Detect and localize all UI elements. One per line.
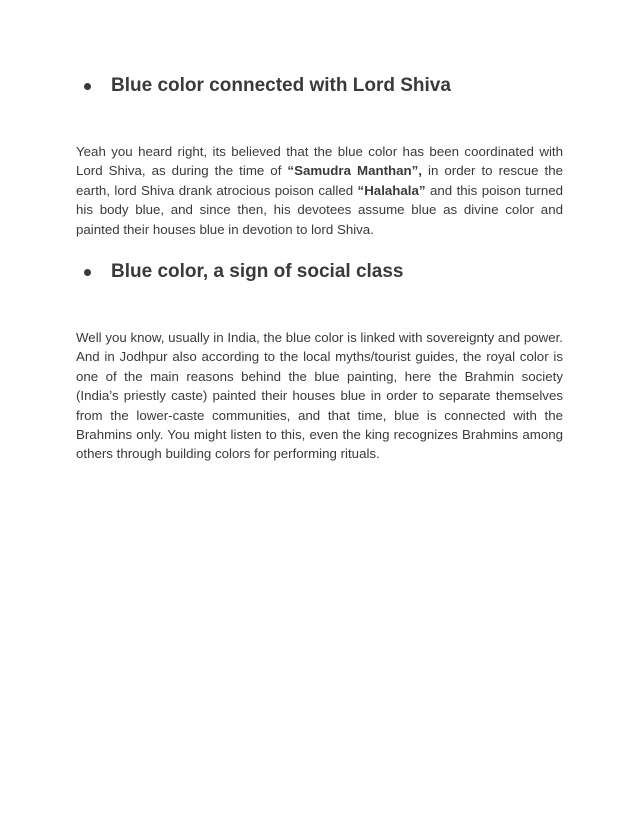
bold-term-samudra-manthan: “Samudra Manthan”, <box>287 163 422 179</box>
section-paragraph-social-class <box>76 328 563 464</box>
bold-term-halahala: “Halahala” <box>357 182 426 198</box>
section-heading-shiva <box>82 75 451 97</box>
paragraph-text: Well you know, usually in India, the blue color is linked with sovereignty and power. And in Jodhpur also according to the local myths/tourist guides, the royal color is one of the main reasons behind the blue painting, here the Brahmin society (India’s priestly caste) painted their houses blue in order to separate themselves from the lower-caste communities, and that time, blue is connected with the Brahmins only. You might listen to this, even the king recognizes Brahmins among others through building colors for performing rituals. <box>76 330 563 462</box>
paragraph-text: and this poison turned his body blue, and since then, his devotees assume blue as divine color and painted their houses blue in devotion to lord Shiva. <box>76 182 564 237</box>
section-heading-text: Blue color, a sign of social class <box>111 261 404 282</box>
bullet-icon <box>84 269 91 276</box>
paragraph-text: Yeah you heard right, its believed that the blue color has been coordinated with Lord Shiva, as during the time of <box>76 144 563 179</box>
section-heading-social-class <box>82 261 404 283</box>
section-heading-text: Blue color connected with Lord Shiva <box>111 75 451 96</box>
paragraph-text: in order to rescue the earth, lord Shiva drank atrocious poison called <box>76 163 563 198</box>
bullet-icon <box>84 83 91 90</box>
section-paragraph-shiva <box>76 142 563 239</box>
